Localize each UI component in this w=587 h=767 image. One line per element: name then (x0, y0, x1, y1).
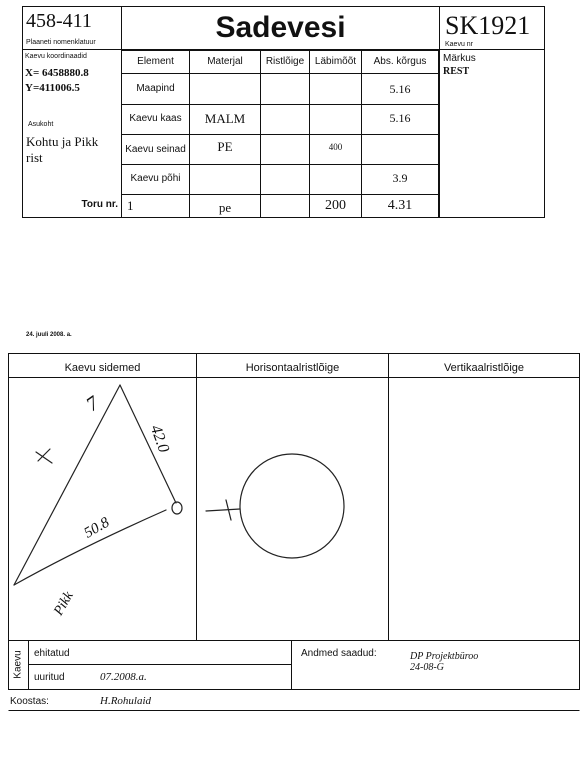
data-from-label: Andmed saadud: (301, 648, 377, 659)
page-title: Sadevesi (215, 11, 346, 44)
well-id: SK1921 (445, 11, 531, 40)
well-circle-icon (240, 454, 344, 558)
location-line1: Kohtu ja Pikk (26, 134, 99, 149)
sketch-length-bottom: 50.8 (81, 514, 113, 542)
surveyed-value: 07.2008.a. (100, 671, 147, 683)
remarks-value: REST (443, 66, 470, 77)
remarks-caption: Märkus (443, 53, 476, 64)
street-name: Pikk (51, 589, 77, 619)
data-from-value: DP Projektbüroo (410, 651, 479, 662)
built-label: ehitatud (34, 648, 70, 659)
col-header-abs-height: Abs. kõrgus (373, 56, 427, 67)
pipe-material: pe (218, 200, 232, 215)
pipe-diameter: 200 (325, 198, 346, 213)
section-title-vertical: Vertikaalristlõige (443, 362, 525, 374)
table-row-element: Kaevu kaas (129, 113, 182, 124)
nomenclature-code: 458-411 (26, 10, 92, 32)
col-header-material: Materjal (207, 56, 243, 67)
nomenclature-caption: Plaaneti nomenklatuur (26, 39, 96, 46)
pipe-height: 4.31 (387, 198, 413, 213)
pipe-number: 1 (127, 198, 134, 213)
sketch-length-right: 42.0 (146, 422, 173, 455)
location-caption: Asukoht (28, 121, 54, 128)
coord-x: X= 6458880.8 (25, 67, 89, 79)
compiled-label: Koostas: (10, 696, 49, 707)
section-title-ties: Kaevu sidemed (64, 362, 141, 374)
table-row-height: 5.16 (389, 82, 411, 96)
footer-vertical-label: Kaevu (12, 650, 24, 679)
location-line2: rist (26, 150, 43, 165)
pipe-line-icon (206, 509, 240, 511)
section-title-horizontal: Horisontaalristlõige (245, 362, 340, 374)
well-id-caption: Kaevu nr (445, 41, 474, 48)
table-row-material: PE (217, 139, 233, 154)
col-header-diameter: Läbimõõt (314, 56, 357, 67)
data-from-code: 24-08-G (410, 662, 444, 673)
table-row-element: Maapind (136, 83, 175, 94)
pipe-label: Toru nr. (81, 199, 118, 210)
table-row-diameter: 400 (328, 142, 343, 152)
table-row-height: 3.9 (392, 171, 408, 185)
document-date: 24. juuli 2008. a. (26, 332, 72, 338)
coord-y: Y=411006.5 (25, 82, 80, 94)
coords-caption: Kaevu koordinaadid (25, 53, 87, 60)
col-header-element: Element (137, 56, 174, 67)
col-header-cross-section: Ristlõige (265, 56, 305, 67)
table-row-element: Kaevu seinad (125, 144, 186, 155)
table-row-height: 5.16 (389, 111, 411, 125)
table-row-material: MALM (204, 111, 246, 126)
table-row-element: Kaevu põhi (130, 173, 181, 184)
surveyed-label: uuritud (34, 672, 65, 683)
sketch-length-top: 7 (82, 392, 104, 416)
compiled-value: H.Rohulaid (100, 695, 152, 707)
